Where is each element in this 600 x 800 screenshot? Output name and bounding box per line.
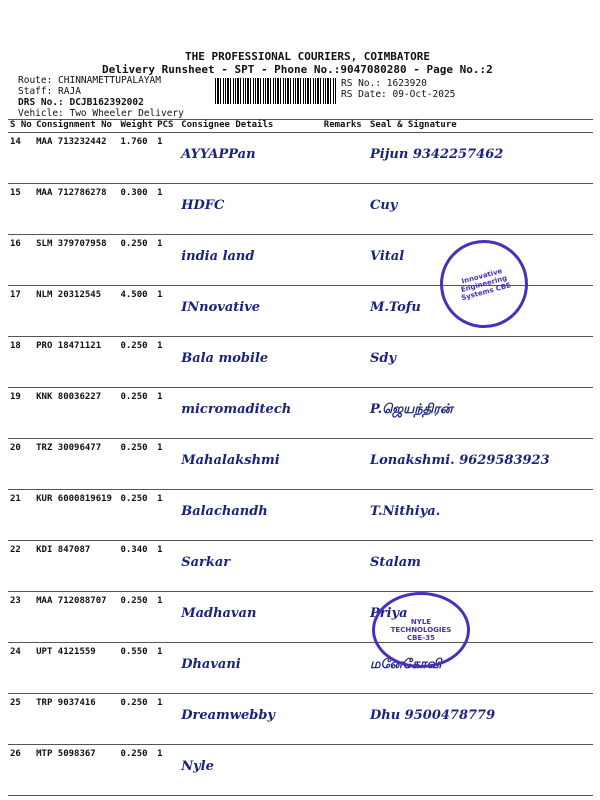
sno-cell: 20 xyxy=(8,439,34,490)
signature-cell: Priya xyxy=(368,592,593,643)
weight-cell: 0.250 xyxy=(118,592,155,643)
pcs-cell: 1 xyxy=(155,694,179,745)
pcs-cell: 1 xyxy=(155,388,179,439)
weight-cell: 0.550 xyxy=(118,643,155,694)
weight-cell: 0.250 xyxy=(118,337,155,388)
remarks-cell xyxy=(322,388,368,439)
sno-cell: 26 xyxy=(8,745,34,796)
remarks-cell xyxy=(322,694,368,745)
weight-cell: 0.250 xyxy=(118,490,155,541)
rs-date: RS Date: 09-Oct-2025 xyxy=(341,89,456,100)
sno-cell: 25 xyxy=(8,694,34,745)
table-row xyxy=(8,337,593,388)
signature-cell: P.ஜெயந்திரன் xyxy=(368,388,593,439)
company-seal-nyle xyxy=(372,592,470,668)
barcode xyxy=(215,78,337,104)
sno-cell: 16 xyxy=(8,235,34,286)
pcs-cell: 1 xyxy=(155,592,179,643)
weight-cell: 0.250 xyxy=(118,235,155,286)
weight-cell: 4.500 xyxy=(118,286,155,337)
weight-cell: 0.250 xyxy=(118,745,155,796)
col-pcs: PCS xyxy=(155,120,179,133)
signature-cell: Vital xyxy=(368,235,593,286)
consignee-cell: Madhavan xyxy=(179,592,322,643)
sno-cell: 23 xyxy=(8,592,34,643)
remarks-cell xyxy=(322,337,368,388)
consignee-cell: micromaditech xyxy=(179,388,322,439)
table-row xyxy=(8,541,593,592)
sno-cell: 14 xyxy=(8,133,34,184)
table-row xyxy=(8,133,593,184)
seal-text: NYLE TECHNOLOGIES CBE-35 xyxy=(390,618,452,642)
table-row xyxy=(8,745,593,796)
weight-cell: 1.760 xyxy=(118,133,155,184)
pcs-cell: 1 xyxy=(155,439,179,490)
consignee-cell: Sarkar xyxy=(179,541,322,592)
col-weight: Weight xyxy=(118,120,155,133)
consignment-cell: SLM 379707958 xyxy=(34,235,118,286)
company-title: THE PROFESSIONAL COURIERS, COIMBATORE xyxy=(185,50,431,63)
table-row xyxy=(8,694,593,745)
pcs-cell: 1 xyxy=(155,490,179,541)
pcs-cell: 1 xyxy=(155,337,179,388)
signature-cell: Stalam xyxy=(368,541,593,592)
signature-cell: Cuy xyxy=(368,184,593,235)
pcs-cell: 1 xyxy=(155,184,179,235)
consignment-cell: MAA 712088707 xyxy=(34,592,118,643)
signature-cell: Sdy xyxy=(368,337,593,388)
remarks-cell xyxy=(322,745,368,796)
consignee-cell: Balachandh xyxy=(179,490,322,541)
consignee-cell: india land xyxy=(179,235,322,286)
consignee-cell: Bala mobile xyxy=(179,337,322,388)
sno-cell: 17 xyxy=(8,286,34,337)
sno-cell: 22 xyxy=(8,541,34,592)
remarks-cell xyxy=(322,286,368,337)
pcs-cell: 1 xyxy=(155,745,179,796)
consignment-cell: MAA 712786278 xyxy=(34,184,118,235)
col-signature: Seal & Signature xyxy=(368,120,593,133)
signature-cell: Pijun 9342257462 xyxy=(368,133,593,184)
col-consignment: Consignment No xyxy=(34,120,118,133)
consignment-cell: TRZ 30096477 xyxy=(34,439,118,490)
remarks-cell xyxy=(322,133,368,184)
weight-cell: 0.300 xyxy=(118,184,155,235)
sno-cell: 18 xyxy=(8,337,34,388)
table-row xyxy=(8,592,593,643)
rs-number: RS No.: 1623920 xyxy=(341,78,427,89)
col-consignee: Consignee Details xyxy=(179,120,322,133)
runsheet-subtitle: Delivery Runsheet - SPT - Phone No.:9047080280 - Page No.:2 xyxy=(102,63,493,76)
table-row xyxy=(8,184,593,235)
consignee-cell: AYYAPPan xyxy=(179,133,322,184)
signature-cell: Lonakshmi. 9629583923 xyxy=(368,439,593,490)
consignee-cell: Nyle xyxy=(179,745,322,796)
weight-cell: 0.250 xyxy=(118,388,155,439)
pcs-cell: 1 xyxy=(155,235,179,286)
signature-cell: Dhu 9500478779 xyxy=(368,694,593,745)
table-row xyxy=(8,643,593,694)
remarks-cell xyxy=(322,541,368,592)
remarks-cell xyxy=(322,235,368,286)
consignment-cell: TRP 9037416 xyxy=(34,694,118,745)
drs-label: DRS No.: DCJB162392002 xyxy=(18,97,144,108)
pcs-cell: 1 xyxy=(155,541,179,592)
vehicle-label: Vehicle: Two Wheeler Delivery xyxy=(18,108,184,119)
remarks-cell xyxy=(322,184,368,235)
consignment-cell: KUR 6000819619 xyxy=(34,490,118,541)
col-remarks: Remarks xyxy=(322,120,368,133)
seal-text: Innovative Engineering Systems CBE xyxy=(460,267,512,303)
consignee-cell: Dreamwebby xyxy=(179,694,322,745)
table-row xyxy=(8,388,593,439)
signature-cell: மனேகோவி xyxy=(368,643,593,694)
consignee-cell: Dhavani xyxy=(179,643,322,694)
remarks-cell xyxy=(322,490,368,541)
signature-cell: T.Nithiya. xyxy=(368,490,593,541)
remarks-cell xyxy=(322,643,368,694)
table-row xyxy=(8,439,593,490)
weight-cell: 0.250 xyxy=(118,694,155,745)
runsheet-table xyxy=(8,119,593,796)
consignment-cell: MTP 5098367 xyxy=(34,745,118,796)
signature-cell xyxy=(368,745,593,796)
pcs-cell: 1 xyxy=(155,133,179,184)
consignee-cell: INnovative xyxy=(179,286,322,337)
pcs-cell: 1 xyxy=(155,643,179,694)
consignment-cell: NLM 20312545 xyxy=(34,286,118,337)
consignment-cell: UPT 4121559 xyxy=(34,643,118,694)
consignee-cell: HDFC xyxy=(179,184,322,235)
pcs-cell: 1 xyxy=(155,286,179,337)
sno-cell: 19 xyxy=(8,388,34,439)
table-row xyxy=(8,490,593,541)
consignee-cell: Mahalakshmi xyxy=(179,439,322,490)
col-sno: S No xyxy=(8,120,34,133)
sno-cell: 24 xyxy=(8,643,34,694)
weight-cell: 0.250 xyxy=(118,439,155,490)
remarks-cell xyxy=(322,439,368,490)
consignment-cell: MAA 713232442 xyxy=(34,133,118,184)
route-label: Route: CHINNAMETTUPALAYAM xyxy=(18,75,161,86)
consignment-cell: KNK 80036227 xyxy=(34,388,118,439)
signature-cell: M.Tofu xyxy=(368,286,593,337)
consignment-cell: PRO 18471121 xyxy=(34,337,118,388)
weight-cell: 0.340 xyxy=(118,541,155,592)
consignment-cell: KDI 847087 xyxy=(34,541,118,592)
staff-label: Staff: RAJA xyxy=(18,86,81,97)
table-header-row xyxy=(8,120,593,133)
sno-cell: 15 xyxy=(8,184,34,235)
sno-cell: 21 xyxy=(8,490,34,541)
remarks-cell xyxy=(322,592,368,643)
